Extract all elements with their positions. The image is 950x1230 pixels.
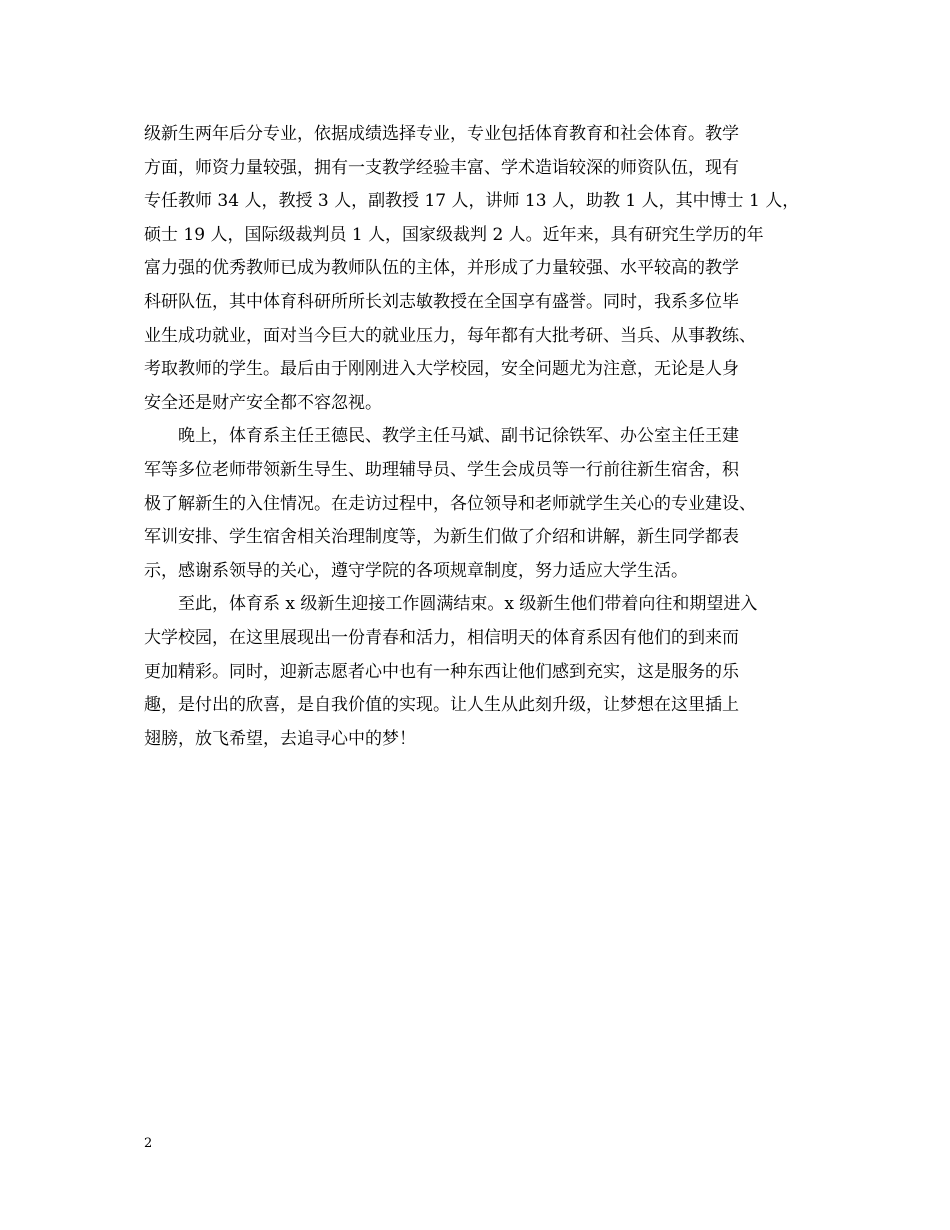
paragraph-evening-visit — [144, 420, 812, 588]
text-line: 考取教师的学生。最后由于刚刚进入大学校园，安全问题尤为注意，无论是人身 — [144, 359, 739, 380]
text-line: 趣，是付出的欣喜，是自我价值的实现。让人生从此刻升级，让梦想在这里插上 — [144, 695, 739, 716]
text-line: 军训安排、学生宿舍相关治理制度等，为新生们做了介绍和讲解，新生同学都表 — [144, 527, 739, 548]
text-line: 更加精彩。同时，迎新志愿者心中也有一种东西让他们感到充实，这是服务的乐 — [144, 661, 739, 682]
text-line: 军等多位老师带领新生导生、助理辅导员、学生会成员等一行前往新生宿舍，积 — [144, 459, 739, 480]
text-line: 硕士 19 人，国际级裁判员 1 人，国家级裁判 2 人。近年来，具有研究生学历的年 — [144, 224, 764, 245]
text-line: 翅膀，放飞希望，去追寻心中的梦！ — [144, 728, 416, 749]
text-line: 示，感谢系领导的关心，遵守学院的各项规章制度，努力适应大学生活。 — [144, 560, 688, 581]
text-line: 富力强的优秀教师已成为教师队伍的主体，并形成了力量较强、水平较高的教学 — [144, 258, 739, 279]
paragraph-conclusion — [144, 588, 812, 756]
text-line: 科研队伍，其中体育科研所所长刘志敏教授在全国享有盛誉。同时，我系多位毕 — [144, 291, 739, 312]
text-line: 级新生两年后分专业，依据成绩选择专业，专业包括体育教育和社会体育。教学 — [144, 124, 739, 144]
text-line: 安全还是财产安全都不容忽视。 — [144, 392, 382, 413]
text-line: 极了解新生的入住情况。在走访过程中，各位领导和老师就学生关心的专业建设、 — [144, 493, 756, 514]
page-number: 2 — [144, 1136, 153, 1151]
text-line: 至此，体育系 x 级新生迎接工作圆满结束。x 级新生他们带着向往和期望进入 — [178, 594, 758, 615]
text-line: 大学校园，在这里展现出一份青春和活力，相信明天的体育系因有他们的到来而 — [144, 627, 739, 648]
paragraph-continuation — [144, 118, 812, 420]
text-line: 方面，师资力量较强，拥有一支教学经验丰富、学术造诣较深的师资队伍，现有 — [144, 157, 739, 178]
text-line: 业生成功就业，面对当今巨大的就业压力，每年都有大批考研、当兵、从事教练、 — [144, 325, 756, 346]
document-body — [144, 118, 812, 756]
text-line: 专任教师 34 人，教授 3 人，副教授 17 人，讲师 13 人，助教 1 人，其中博士 1 人， — [144, 191, 800, 212]
text-line: 晚上，体育系主任王德民、教学主任马斌、副书记徐铁军、办公室主任王建 — [178, 426, 739, 447]
